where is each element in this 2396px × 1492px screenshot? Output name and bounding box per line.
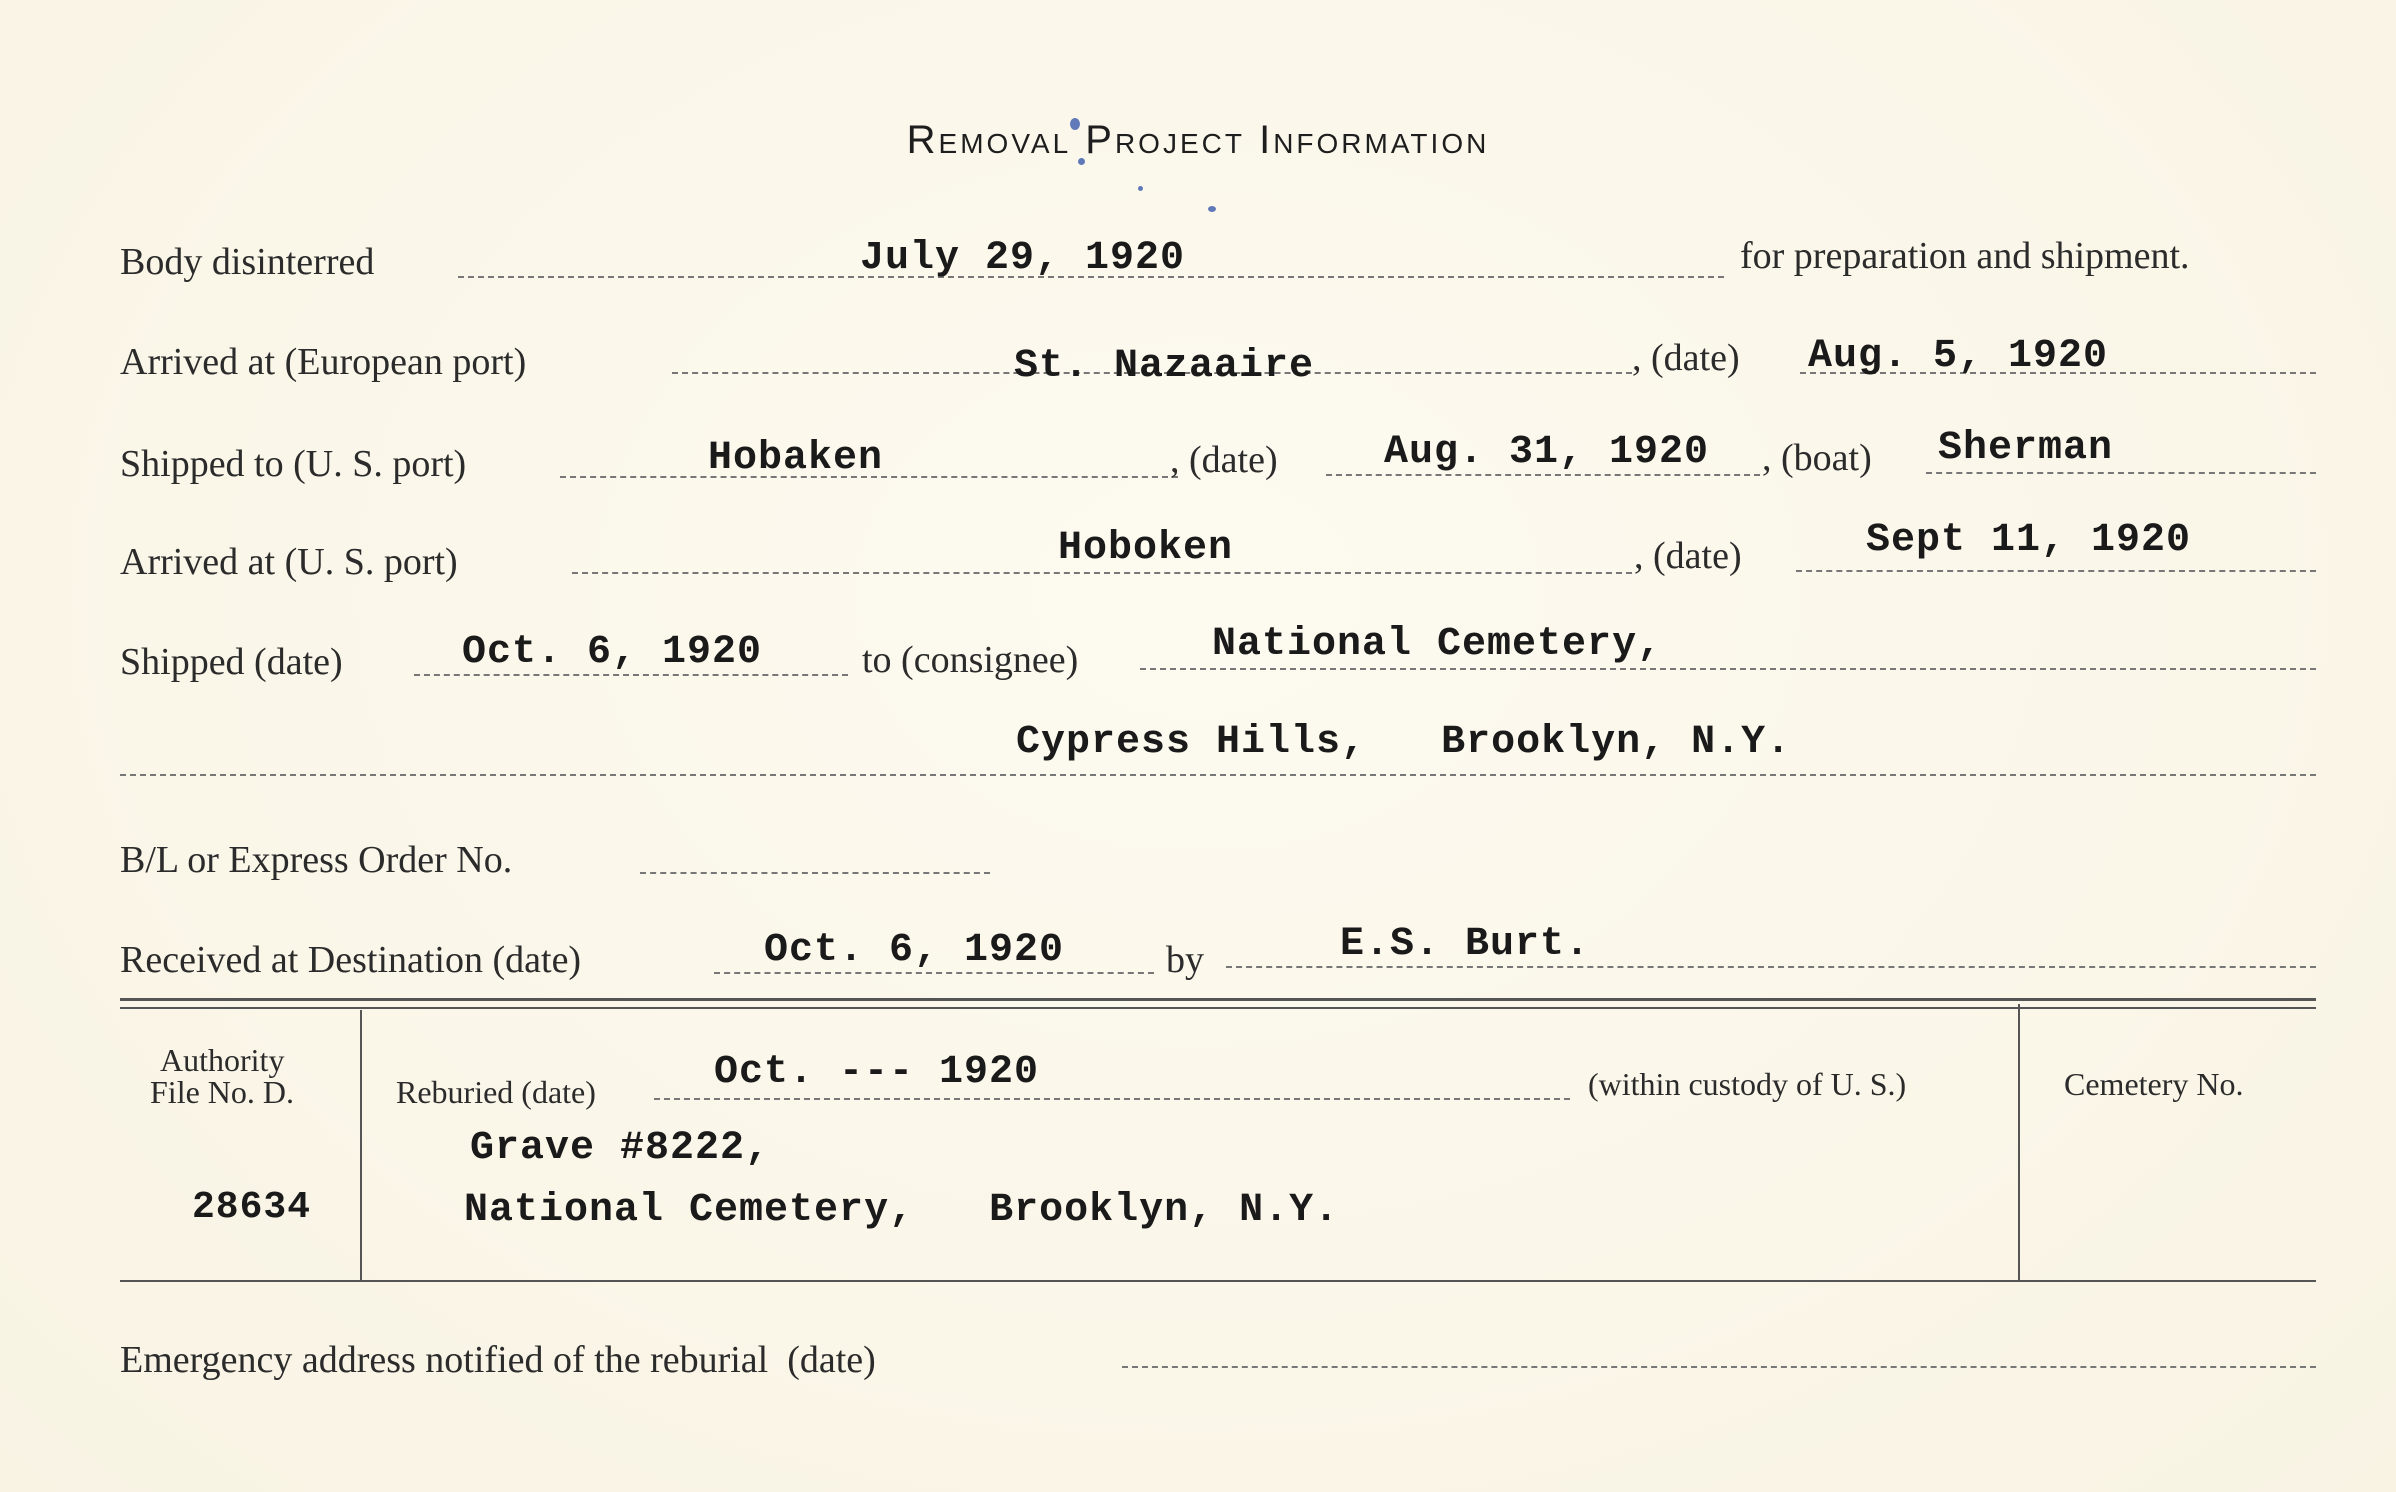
disinterred-suffix: for preparation and shipment.: [1740, 235, 2190, 277]
arrived-us-port: Hoboken: [1058, 526, 1234, 571]
shipped-date: Oct. 6, 1920: [462, 630, 763, 675]
arrived-us-date: Sept 11, 1920: [1866, 518, 2192, 563]
arrived-us-date-label: , (date): [1634, 535, 1742, 577]
arrived-eu-label: Arrived at (European port): [120, 341, 527, 383]
grave-line-1: Grave #8222,: [470, 1126, 771, 1171]
authority-label-1: Authority: [160, 1042, 285, 1078]
consignee-line2: Cypress Hills, Brooklyn, N.Y.: [1016, 720, 1792, 765]
shipped-us-boat-line: [1926, 472, 2316, 474]
reburied-date: Oct. --- 1920: [714, 1050, 1040, 1095]
received-date: Oct. 6, 1920: [764, 928, 1065, 973]
arrived-us-line: [572, 572, 1632, 574]
shipped-us-date-label: , (date): [1170, 439, 1278, 481]
authority-divider: [360, 1010, 362, 1282]
ink-stamp-mark: [1138, 186, 1143, 191]
cemetery-label: Cemetery No.: [2064, 1066, 2244, 1102]
consignee-line: [1140, 668, 2316, 670]
arrived-eu-port: St. Nazaaire: [1014, 344, 1315, 389]
disinterred-date: July 29, 1920: [860, 236, 1186, 281]
consignee-label: to (consignee): [862, 639, 1079, 681]
shipped-us-boat-label: , (boat): [1762, 437, 1872, 479]
arrived-us-date-line: [1796, 570, 2316, 572]
divider-bottom: [120, 1280, 2316, 1282]
custody-note: (within custody of U. S.): [1588, 1066, 1907, 1102]
arrived-eu-date: Aug. 5, 1920: [1808, 334, 2109, 379]
reburied-label: Reburied (date): [396, 1074, 596, 1110]
grave-line-2: National Cemetery, Brooklyn, N.Y.: [464, 1188, 1340, 1233]
page-title: Removal Project Information: [906, 118, 1490, 162]
bl-label: B/L or Express Order No.: [120, 839, 513, 881]
received-label: Received at Destination (date): [120, 939, 582, 981]
received-by-label: by: [1166, 939, 1204, 981]
divider-top-2: [120, 1007, 2316, 1009]
arrived-eu-date-label: , (date): [1632, 337, 1740, 379]
ink-stamp-mark: [1208, 206, 1216, 212]
shipped-us-port: Hobaken: [708, 436, 884, 481]
shipped-us-label: Shipped to (U. S. port): [120, 443, 467, 485]
bl-line: [640, 872, 990, 874]
received-by: E.S. Burt.: [1340, 922, 1591, 967]
authority-label-2: File No. D.: [150, 1074, 294, 1110]
cemetery-divider: [2018, 1004, 2020, 1280]
divider-top: [120, 998, 2316, 1001]
consignee-line-2: [120, 774, 2316, 776]
reburied-line: [654, 1098, 1570, 1100]
consignee-line1: National Cemetery,: [1212, 622, 1663, 667]
disinterred-label: Body disinterred: [120, 241, 375, 283]
shipped-us-date: Aug. 31, 1920: [1384, 430, 1710, 475]
authority-file-no: 28634: [192, 1186, 312, 1229]
emergency-line: [1122, 1366, 2316, 1368]
emergency-label: Emergency address notified of the reburial (date): [120, 1339, 876, 1381]
shipped-label: Shipped (date): [120, 641, 343, 683]
shipped-us-boat: Sherman: [1938, 426, 2114, 471]
arrived-us-label: Arrived at (U. S. port): [120, 541, 458, 583]
